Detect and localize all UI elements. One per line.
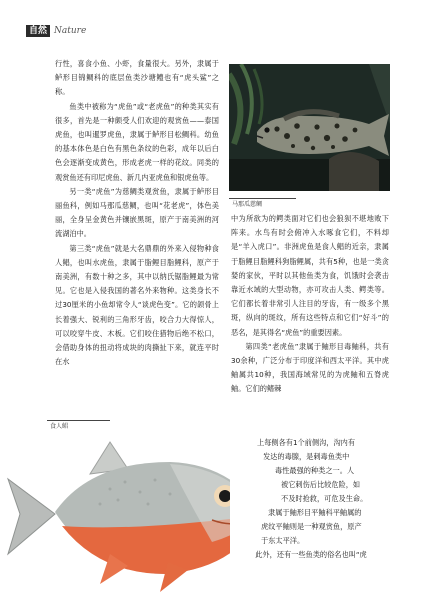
wrapped-text-line: 被它刺伤后比较危险，如 <box>281 480 361 489</box>
wrapped-text-line: 隶属于鲉形目平鲉科平鲉属的 <box>268 508 362 517</box>
right-text-column <box>231 212 389 397</box>
paragraph: 鱼类中被称为“虎鱼”或“老虎鱼”的种类其实有很多，首先是一种颇受人们欢迎的观赏鱼——泰国虎鱼，也叫暹罗虎鱼，隶属于鲈形目松鲷科。幼鱼的基本体色是白色有黑色条纹的色彩，成年以后白色会逐渐变成黄色，形成老虎一样的花纹。同类的观赏鱼还有印尼虎鱼、新几内亚虎鱼和银虎鱼等。 <box>55 101 219 182</box>
wrapped-text-line: 此外，还有一些鱼类的俗名也叫“虎 <box>255 550 367 559</box>
paragraph: 第四类“老虎鱼”隶属于鲉形目毒鲉科，共有30余种，广泛分布于印度洋和西太平洋。其中虎鲉属共10种，我国海域常见的为虎鲉和五脊虎鲉。它们的鳍棘 <box>231 341 389 394</box>
paragraph: 中为所欲为的鳄类面对它们也会狼狈不堪地败下阵来。水鸟有时会俯冲入水啄食它们，不料却是“羊入虎口”。非洲虎鱼是食人鲳的近亲，隶属于脂鲤目脂鲤科狗脂鲤属，共有5种，也是一类贪婪的家伙，平时以其他鱼类为食，饥饿时会袭击靠近水域的大型动物，亦可攻击人类、鳄类等。它们都长着非常引人注目的牙齿，有一级多个黑斑，纵向的斑纹，所有这些特点和它们“好斗”的恶名，是其得名“虎鱼”的重要因素。 <box>231 214 389 337</box>
left-text-column <box>55 57 219 369</box>
photo-caption-piranha: 食人鲳 <box>47 420 110 432</box>
section-badge-english: Nature <box>54 26 87 36</box>
piranha-photo <box>0 434 230 594</box>
wrapped-text-line: 不及时抢救，可危及生命。 <box>281 494 368 503</box>
managuense-cichlid-photo <box>229 64 390 191</box>
paragraph: 另一类“虎鱼”为慈鲷类观赏鱼，隶属于鲈形目丽鱼科，例如马那瓜慈鲷，也叫“花老虎”，体色美丽，全身呈金黄色并镶嵌黑斑，原产于南美洲的河流湖泊中。 <box>55 186 219 239</box>
photo-caption-managuense: 马那瓜慈鲷 <box>229 198 296 210</box>
wrapped-text-line: 虎纹平鲉则是一种观赏鱼，原产 <box>261 522 362 531</box>
section-header <box>26 24 86 38</box>
section-badge: 自然 <box>26 25 50 37</box>
wrapped-text-line: 毒性最强的种类之一。人 <box>275 466 355 475</box>
paragraph: 第三类“虎鱼”就是大名鼎鼎的外来入侵物种食人鲳，也叫水虎鱼，隶属于脂鲤目脂鲤科，原产于南美洲，有数十种之多，其中以纳氏锯脂鲤最为常见。它也是入侵我国的著名外来物种。这类身长不过30厘米的小鱼却常令人“谈虎色变”。它的颌骨上长着强大、锐利的三角形牙齿，咬合力大得惊人，可以咬穿牛皮、木板。它们咬住猎物后绝不松口，会借助身体的扭动将成块的肉撕扯下来，就连平时在水 <box>55 243 219 367</box>
paragraph: 行性，喜食小鱼、小虾，食量很大。另外，隶属于鲈形目锦鲷科的底层鱼类沙塘鳢也有“虎头鲨”之称。 <box>55 59 219 97</box>
wrapped-text-line: 于东太平洋。 <box>261 536 305 545</box>
wrapped-text-line: 发达的毒腺，是刺毒鱼类中 <box>263 452 350 461</box>
wrapped-text-line: 上每侧各有1个前侧沟，沟内有 <box>257 438 356 447</box>
